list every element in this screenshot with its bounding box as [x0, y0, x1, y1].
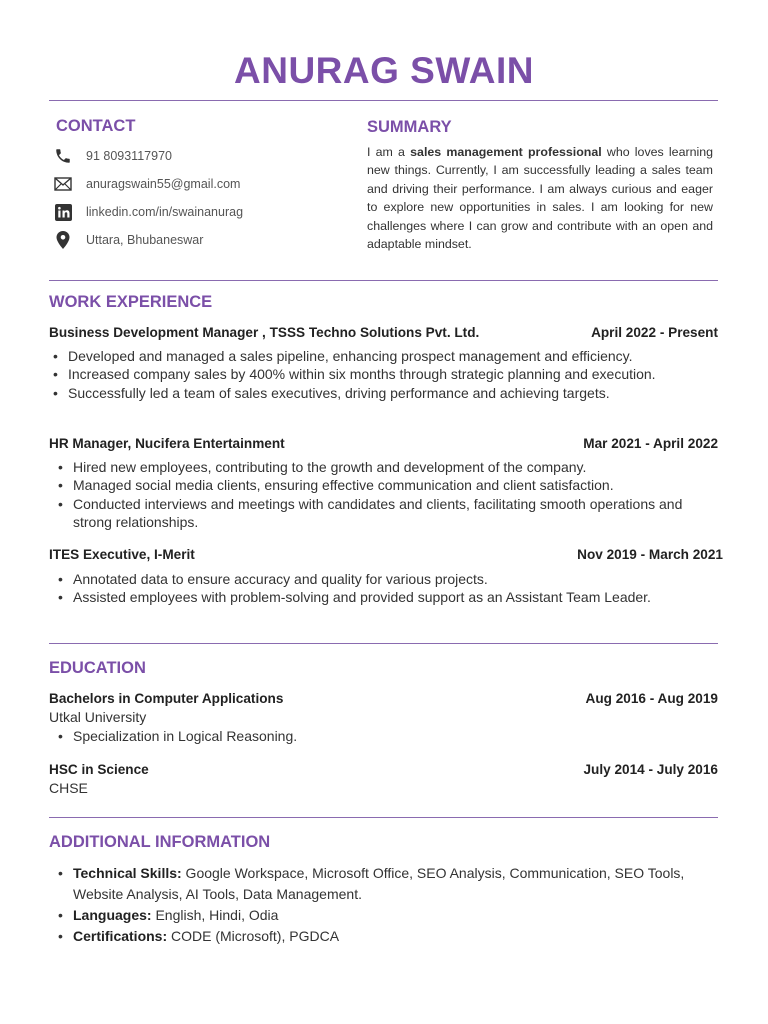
school-name: Utkal University	[49, 709, 147, 725]
divider	[49, 100, 718, 101]
phone-text: 91 8093117970	[86, 149, 172, 163]
summary-highlight: sales management professional	[410, 145, 602, 159]
contact-heading: CONTACT	[56, 117, 136, 135]
divider	[49, 643, 718, 644]
job-title: Business Development Manager , TSSS Techno Solutions Pvt. Ltd.	[49, 325, 480, 340]
summary-text	[367, 143, 713, 253]
job-title: HR Manager, Nucifera Entertainment	[49, 436, 285, 451]
job-date: Mar 2021 - April 2022	[583, 436, 718, 451]
summary-heading: SUMMARY	[367, 118, 452, 136]
job-bullets	[54, 570, 674, 607]
job-title: ITES Executive, I-Merit	[49, 547, 195, 562]
info-label: Certifications:	[73, 928, 168, 944]
info-label: Languages:	[73, 907, 152, 923]
bullet-item: • Increased company sales by 400% within six months through strategic planning and execution.	[49, 365, 689, 383]
additional-info-heading: ADDITIONAL INFORMATION	[49, 833, 271, 851]
info-value: CODE (Microsoft), PGDCA	[167, 928, 340, 944]
bullet-item: • Specialization in Logical Reasoning.	[54, 727, 674, 745]
degree-date: Aug 2016 - Aug 2019	[585, 691, 718, 706]
email-icon	[54, 175, 72, 193]
job-bullets	[54, 458, 694, 532]
degree-date: July 2014 - July 2016	[583, 762, 718, 777]
location-text: Uttara, Bhubaneswar	[86, 233, 204, 247]
degree-title: Bachelors in Computer Applications	[49, 691, 284, 706]
linkedin-icon	[54, 203, 72, 221]
education-bullets	[54, 727, 674, 745]
phone-icon	[54, 147, 72, 165]
bullet-item: • Annotated data to ensure accuracy and quality for various projects.	[54, 570, 674, 588]
summary-post: who loves learning new things. Currently, I am successfully leading a sales team and driving their performance. I am always curious and eager to explore new opportunities in sales. I am looking for new challenges where I can grow and contribute with an open and adaptable mindset.	[367, 145, 714, 252]
contact-phone	[54, 146, 172, 166]
divider	[49, 280, 718, 281]
info-value: English, Hindi, Odia	[151, 907, 279, 923]
contact-linkedin	[54, 202, 244, 222]
info-label: Technical Skills:	[73, 865, 182, 881]
resume-name: ANURAG SWAIN	[234, 50, 534, 91]
info-item	[54, 926, 694, 947]
info-value: Google Workspace, Microsoft Office, SEO Analysis, Communication, SEO Tools, Website Analysis, AI Tools, Data Management.	[73, 865, 685, 902]
location-pin-icon	[54, 231, 72, 249]
degree-title: HSC in Science	[49, 762, 149, 777]
contact-email	[54, 174, 241, 194]
additional-info-list	[54, 863, 694, 947]
job-date: April 2022 - Present	[591, 325, 718, 340]
job-date: Nov 2019 - March 2021	[577, 547, 723, 562]
email-link[interactable]: anuragswain55@gmail.com	[86, 177, 241, 191]
job-bullets	[49, 347, 689, 402]
info-item	[54, 905, 694, 926]
school-name: CHSE	[49, 780, 88, 796]
divider	[49, 817, 718, 818]
summary-pre: I am a	[367, 145, 411, 159]
bullet-item: • Assisted employees with problem-solving and provided support as an Assistant Team Leader.	[54, 588, 674, 606]
bullet-item: • Managed social media clients, ensuring effective communication and client satisfaction.	[54, 476, 694, 494]
bullet-item: • Developed and managed a sales pipeline, enhancing prospect management and efficiency.	[49, 347, 689, 365]
info-item	[54, 863, 694, 905]
education-heading: EDUCATION	[49, 659, 146, 677]
work-experience-heading: WORK EXPERIENCE	[49, 293, 213, 311]
bullet-item: • Conducted interviews and meetings with candidates and clients, facilitating smooth operations and strong relationships.	[54, 495, 694, 532]
linkedin-link[interactable]: linkedin.com/in/swainanurag	[86, 205, 244, 219]
bullet-item: • Hired new employees, contributing to the growth and development of the company.	[54, 458, 694, 476]
bullet-item: • Successfully led a team of sales executives, driving performance and achieving targets.	[49, 384, 689, 402]
contact-location	[54, 230, 204, 250]
